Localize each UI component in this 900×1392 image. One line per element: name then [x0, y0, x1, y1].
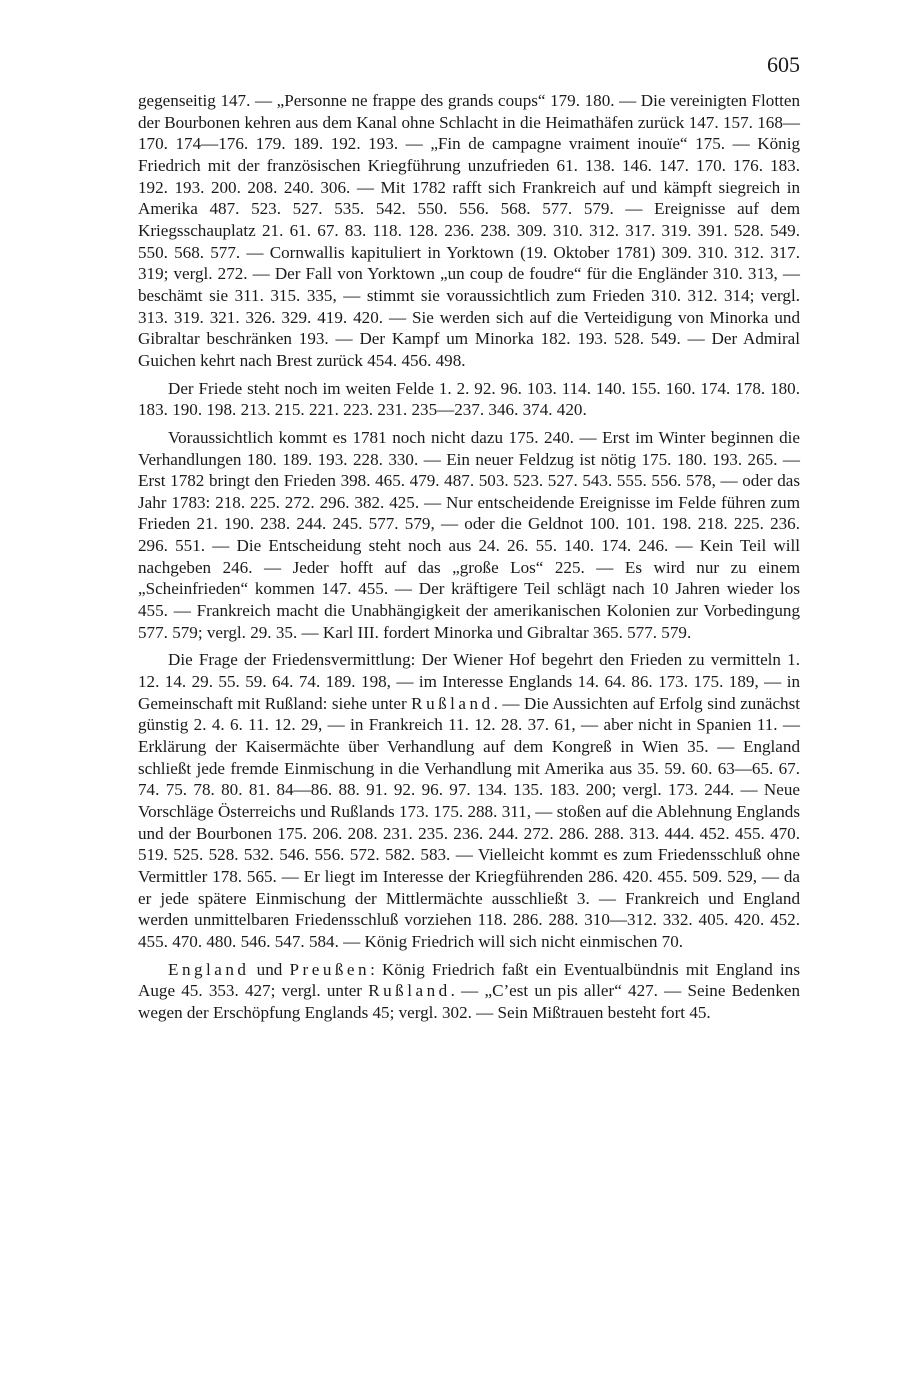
text-segment: . — Die Aussichten auf Erfolg sind zunächst günstig 2. 4. 6. 11. 12. 29, — in Frankreich 11. 12. 28. 37. 61, — aber nicht in Spanien 11. — Erklärung der Kaisermächte über Verhandlung auf dem Kongreß in Wien 35. — England schließt jede fremde Einmischung in die Verhandlung mit Amerika aus 35. 59. 60. 63—65. 67. 74. 75. 78. 80. 81. 84—86. 88. 91. 92. 96. 97. 134. 135. 183. 200; vergl. 173. 244. — Neue Vorschläge Österreichs und Rußlands 173. 175. 288. 311, — stoßen auf die Ablehnung Englands und der Bourbonen 175. 206. 208. 231. 235. 236. 244. 272. 286. 288. 313. 444. 452. 455. 470. 519. 525. 528. 532. 546. 556. 572. 582. 583. — Vielleicht kommt es zum Friedensschluß ohne Vermittler 178. 565. — Er liegt im Interesse der Kriegführenden 286. 420. 455. 509. 529, — da er jede spätere Einmischung der Mittlermächte ausschließt 3. — Frankreich und England werden unmittelbaren Friedensschluß vorziehen 118. 286. 288. 310—312. 332. 405. 420. 452. 455. 470. 480. 546. 547. 584. — König Friedrich will sich nicht einmischen 70. [138, 693, 800, 951]
text-segment: . — „C’est un pis aller“ 427. — Seine Bedenken wegen der Erschöpfung Englands 45; vergl. 302. — Sein Mißtrauen besteht fort 45. [138, 981, 801, 1022]
spaced-term: Rußland [411, 693, 494, 713]
paragraph [138, 649, 800, 952]
text-segment: Voraussichtlich kommt es 1781 noch nicht dazu 175. 240. — Erst im Winter beginnen die Verhandlungen 180. 189. 193. 228. 330. — Ein neuer Feldzug ist nötig 175. 180. 193. 265. — Erst 1782 bringt den Frieden 398. 465. 479. 487. 503. 523. 527. 543. 555. 556. 578, — oder das Jahr 1783: 218. 225. 272. 296. 382. 425. — Nur entscheidende Ereignisse im Felde führen zum Frieden 21. 190. 238. 244. 245. 577. 579, — oder die Geldnot 100. 101. 198. 218. 225. 236. 296. 551. — Die Entscheidung steht noch aus 24. 26. 55. 140. 174. 246. — Kein Teil will nachgeben 246. — Jeder hofft auf das „große Los“ 225. — Es wird nur zu einem „Scheinfrieden“ kommen 147. 455. — Der kräftigere Teil schlägt nach 10 Jahren wieder los 455. — Frankreich macht die Unabhängigkeit der amerikanischen Kolonien zur Vorbedingung 577. 579; vergl. 29. 35. — Karl III. fordert Minorka und Gibraltar 365. 577. 579. [138, 427, 800, 642]
paragraph [138, 378, 800, 421]
spaced-term: England [168, 959, 250, 979]
paragraph [138, 90, 800, 372]
spaced-term: Preußen [289, 959, 371, 979]
text-segment: Der Friede steht noch im weiten Felde 1. 2. 92. 96. 103. 114. 140. 155. 160. 174. 178. 180. 183. 190. 198. 213. 215. 221. 223. 231. 235—237. 346. 374. 420. [138, 378, 800, 420]
paragraph [138, 427, 800, 644]
page-body [138, 90, 800, 1024]
paragraph [138, 959, 800, 1024]
book-page [138, 50, 800, 1030]
page-number: 605 [767, 52, 800, 77]
text-segment: gegenseitig 147. — „Personne ne frappe des grands coups“ 179. 180. — Die vereinigten Flotten der Bourbonen kehren aus dem Kanal ohne Schlacht in die Heimathäfen zurück 147. 157. 168—170. 174—176. 179. 189. 192. 193. — „Fin de campagne vraiment inouïe“ 175. — König Friedrich mit der französischen Kriegführung unzufrieden 61. 138. 146. 147. 170. 176. 183. 192. 193. 200. 208. 240. 306. — Mit 1782 rafft sich Frankreich auf und kämpft siegreich in Amerika 487. 523. 527. 535. 542. 550. 556. 568. 577. 579. — Ereignisse auf dem Kriegsschauplatz 21. 61. 67. 83. 118. 128. 236. 238. 309. 310. 312. 317. 319. 391. 528. 549. 550. 568. 577. — Cornwallis kapituliert in Yorktown (19. Oktober 1781) 309. 310. 312. 317. 319; vergl. 272. — Der Fall von Yorktown „un coup de foudre“ für die Engländer 310. 313, — beschämt sie 311. 315. 335, — stimmt sie voraussichtlich zum Frieden 310. 312. 314; vergl. 313. 319. 321. 326. 329. 419. 420. — Sie werden sich auf die Verteidigung von Minorka und Gibraltar beschränken 193. — Der Kampf um Minorka 182. 193. 528. 549. — Der Admiral Guichen kehrt nach Brest zurück 454. 456. 498. [138, 91, 800, 370]
text-segment: Die Frage der Friedensvermittlung: Der Wiener Hof begehrt den Frieden zu vermitteln 1. 12. 14. 29. 55. 59. 64. 74. 189. 198, — im Interesse Englands 14. 64. 86. 173. 175. 189, — in Gemeinschaft mit Rußland: siehe unter [138, 650, 800, 713]
text-segment: und [249, 959, 290, 979]
text-segment: : König Friedrich faßt ein Eventualbündnis mit England ins Auge 45. 353. 427; vergl. unter [138, 959, 800, 1001]
spaced-term: Rußland [368, 981, 451, 1001]
